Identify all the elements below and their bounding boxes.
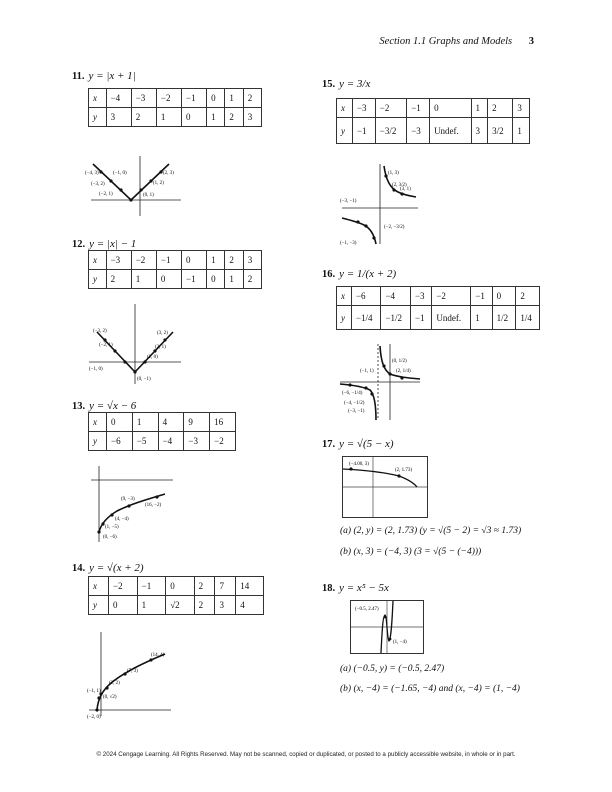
problem-14: [72, 558, 144, 576]
point-label: (0, 1): [143, 193, 154, 198]
screen-label: (1, −4): [393, 640, 407, 645]
table-cell: −2: [375, 99, 406, 118]
table-cell: 1: [225, 270, 243, 289]
problem-18: [322, 578, 389, 596]
table-cell: −6: [107, 432, 133, 451]
equation: y = 3/x: [339, 78, 371, 90]
problem-number: 12.: [72, 239, 86, 250]
table-cell: 0: [430, 99, 471, 118]
table-cell: y: [89, 108, 107, 127]
table-row: [337, 118, 530, 144]
point-label: (−3, 2): [91, 182, 105, 187]
table-cell: x: [89, 251, 107, 270]
table-cell: 2: [488, 99, 513, 118]
running-header: [379, 36, 534, 47]
table-cell: 1: [207, 251, 225, 270]
table-cell: −1: [407, 99, 430, 118]
table-cell: Undef.: [432, 306, 471, 330]
table-cell: 2: [106, 270, 131, 289]
table-cell: 3: [243, 108, 261, 127]
table-cell: 1: [131, 270, 156, 289]
table-cell: 1: [137, 596, 166, 615]
point-label: (3, 1): [400, 187, 411, 192]
problem-16: [322, 264, 396, 282]
point-label: (2, 2): [109, 681, 120, 686]
table-cell: −3: [410, 287, 431, 306]
table-cell: 1: [513, 118, 530, 144]
point-label: (1, 2): [153, 181, 164, 186]
value-table-15: [336, 98, 530, 144]
table-row: [337, 99, 530, 118]
value-table-14: [88, 576, 264, 615]
table-cell: −2: [432, 287, 471, 306]
table-cell: 2: [225, 108, 243, 127]
table-cell: −2: [156, 89, 181, 108]
table-cell: x: [89, 577, 109, 596]
point-label: (16, −2): [145, 503, 162, 508]
table-cell: y: [337, 306, 352, 330]
table-cell: 1: [471, 99, 488, 118]
table-cell: −5: [132, 432, 158, 451]
value-table-13: [88, 412, 236, 451]
table-cell: −2: [109, 577, 138, 596]
point-label: (1, 3): [388, 171, 399, 176]
point-label: (1, 0): [147, 355, 158, 360]
table-row: [89, 413, 236, 432]
table-cell: −4: [381, 287, 410, 306]
table-cell: 2: [131, 108, 156, 127]
table-cell: x: [89, 89, 107, 108]
table-cell: −1/2: [381, 306, 410, 330]
table-cell: √2: [166, 596, 194, 615]
equation: y = 1/(x + 2): [339, 268, 397, 280]
value-table-16: [336, 286, 540, 330]
point-label: (−1, 1): [87, 689, 101, 694]
table-cell: −1: [182, 270, 207, 289]
table-cell: −1/4: [351, 306, 380, 330]
point-label: (−1, 1): [360, 369, 374, 374]
equation: y = |x| − 1: [89, 238, 137, 250]
table-cell: 2: [243, 270, 261, 289]
point-label: (−3, 2): [93, 329, 107, 334]
problem-17: [322, 434, 394, 452]
point-label: (2, 1/4): [396, 369, 411, 374]
table-cell: 4: [158, 413, 184, 432]
table-cell: 1: [471, 306, 492, 330]
table-cell: −3/2: [375, 118, 406, 144]
table-cell: 1/4: [516, 306, 540, 330]
table-cell: −3: [352, 99, 375, 118]
point-label: (−1, 0): [113, 171, 127, 176]
point-label: (−1, −3): [340, 241, 357, 246]
table-cell: 0: [109, 596, 138, 615]
point-label: (3, 2): [157, 331, 168, 336]
table-cell: 3: [106, 108, 131, 127]
table-cell: 0: [207, 270, 225, 289]
point-label: (−2, −3/2): [384, 225, 405, 230]
point-label: (−4, −1/2): [344, 401, 365, 406]
problem-number: 18.: [322, 583, 336, 594]
answer-a: (a) (2, y) = (2, 1.73) (y = √(5 − 2) = √3 ≈ 1.73): [340, 526, 522, 536]
table-cell: y: [89, 596, 109, 615]
screen-label: (−0.5, 2.47): [355, 607, 379, 612]
answer-a: (a) (−0.5, y) = (−0.5, 2.47): [340, 664, 445, 674]
table-row: [337, 287, 540, 306]
point-label: (−2, 1): [99, 343, 113, 348]
graph-13: [85, 462, 175, 546]
table-row: [337, 306, 540, 330]
table-row: [89, 577, 264, 596]
point-label: (−2, 1): [99, 192, 113, 197]
screen-label: (2, 1.73): [395, 468, 413, 473]
table-cell: Undef.: [430, 118, 471, 144]
table-cell: x: [337, 99, 353, 118]
point-label: (2, 1): [155, 345, 166, 350]
table-cell: 1/2: [492, 306, 516, 330]
table-cell: 0: [107, 413, 133, 432]
table-cell: 16: [210, 413, 236, 432]
problem-number: 13.: [72, 401, 86, 412]
table-cell: y: [337, 118, 353, 144]
table-cell: −1: [137, 577, 166, 596]
table-cell: −4: [158, 432, 184, 451]
table-cell: 0: [182, 251, 207, 270]
problem-11: [72, 66, 136, 84]
point-label: (−3, −1): [340, 199, 357, 204]
table-row: [89, 108, 262, 127]
graph-curve: [97, 654, 165, 710]
table-cell: 3: [513, 99, 530, 118]
page-number: 3: [528, 36, 534, 47]
equation: y = √(x + 2): [89, 562, 144, 574]
table-cell: 9: [184, 413, 210, 432]
point-label: (7, 3): [127, 669, 138, 674]
point-label: (−6, −1/4): [342, 391, 363, 396]
graph-12: [85, 300, 185, 388]
table-row: [89, 270, 262, 289]
problem-15: [322, 74, 370, 92]
table-row: [89, 596, 264, 615]
table-row: [89, 89, 262, 108]
table-cell: 1: [132, 413, 158, 432]
table-cell: 1: [207, 108, 225, 127]
table-cell: −1: [182, 89, 207, 108]
table-cell: −3: [106, 251, 131, 270]
copyright-footer: © 2024 Cengage Learning. All Rights Reserved. May not be scanned, copied or duplicated, or posted to a publicly accessible website, in whole or in part.: [96, 751, 516, 758]
value-table-12: [88, 250, 262, 289]
table-cell: y: [89, 270, 107, 289]
table-cell: −3: [131, 89, 156, 108]
table-cell: −6: [351, 287, 380, 306]
point-label: (2, 3/2): [392, 183, 407, 188]
point-label: (−2, 0): [87, 715, 101, 720]
point-label: (2, 3): [163, 171, 174, 176]
table-cell: 3: [471, 118, 488, 144]
table-cell: −1: [156, 251, 181, 270]
table-cell: −1: [471, 287, 492, 306]
equation: y = x⁵ − 5x: [339, 582, 389, 594]
table-cell: 14: [236, 577, 264, 596]
table-cell: −1: [410, 306, 431, 330]
problem-number: 14.: [72, 563, 86, 574]
graph-16: [338, 340, 422, 424]
table-cell: 3/2: [488, 118, 513, 144]
table-cell: x: [89, 413, 107, 432]
point-label: (−1, 0): [89, 367, 103, 372]
table-cell: 2: [243, 89, 261, 108]
answer-b: (b) (x, −4) = (−1.65, −4) and (x, −4) = (1, −4): [340, 684, 520, 694]
point-label: (−3, −1): [348, 409, 365, 414]
answer-b: (b) (x, 3) = (−4, 3) (3 = √(5 − (−4))): [340, 547, 482, 557]
problem-number: 17.: [322, 439, 336, 450]
point-label: (−4, 3): [85, 171, 99, 176]
equation: y = |x + 1|: [88, 70, 136, 82]
table-cell: −1: [352, 118, 375, 144]
equation: y = √(5 − x): [339, 438, 394, 450]
graph-11: [85, 150, 185, 222]
table-cell: 3: [215, 596, 236, 615]
table-cell: y: [89, 432, 107, 451]
table-cell: 0: [207, 89, 225, 108]
table-cell: 4: [236, 596, 264, 615]
table-cell: −2: [210, 432, 236, 451]
point-label: (4, −4): [115, 517, 129, 522]
table-cell: 0: [492, 287, 516, 306]
table-cell: 3: [243, 251, 261, 270]
graph-15: [338, 160, 422, 248]
table-cell: x: [337, 287, 352, 306]
point-label: (1, −5): [105, 525, 119, 530]
table-cell: 0: [166, 577, 194, 596]
point-label: (14, 4): [151, 653, 165, 658]
table-cell: −2: [131, 251, 156, 270]
table-cell: 1: [156, 108, 181, 127]
table-cell: −3: [407, 118, 430, 144]
table-row: [89, 251, 262, 270]
screen-label: (−4.00, 3): [349, 462, 369, 467]
point-label: (0, √2): [103, 695, 117, 700]
point-label: (0, −6): [103, 535, 117, 540]
point-label: (0, 1/2): [392, 359, 407, 364]
table-cell: 1: [225, 89, 243, 108]
table-cell: 2: [194, 596, 215, 615]
problem-number: 11.: [72, 71, 85, 82]
problem-number: 16.: [322, 269, 336, 280]
table-cell: 0: [182, 108, 207, 127]
problem-number: 15.: [322, 79, 336, 90]
table-row: [89, 432, 236, 451]
table-cell: 0: [156, 270, 181, 289]
table-cell: 2: [225, 251, 243, 270]
equation: y = √x − 6: [89, 400, 137, 412]
table-cell: −3: [184, 432, 210, 451]
value-table-11: [88, 88, 262, 127]
point-label: (0, −1): [137, 377, 151, 382]
table-cell: 2: [194, 577, 215, 596]
calculator-screen-18: [350, 600, 424, 654]
table-cell: 7: [215, 577, 236, 596]
table-cell: 2: [516, 287, 540, 306]
graph-14: [85, 628, 175, 720]
point-label: (9, −3): [121, 497, 135, 502]
table-cell: −4: [106, 89, 131, 108]
calculator-screen-17: [342, 456, 428, 518]
section-title: Section 1.1 Graphs and Models: [379, 36, 513, 47]
